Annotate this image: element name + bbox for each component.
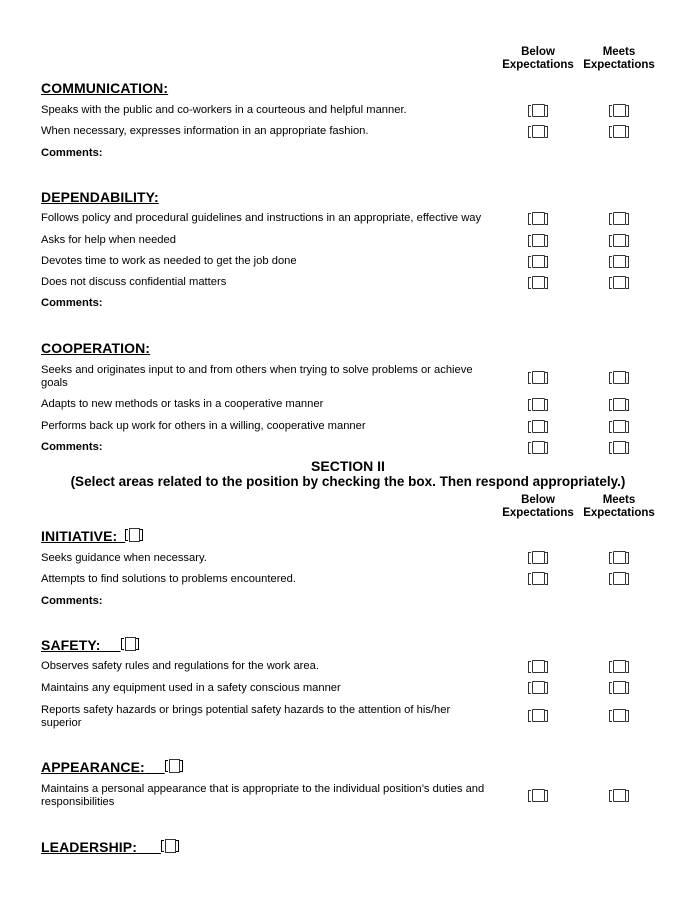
heading-safety xyxy=(41,637,139,653)
checkbox-below-expectations[interactable] xyxy=(528,276,548,290)
checkbox-meets-expectations[interactable] xyxy=(609,441,629,455)
comments-label: Comments: xyxy=(41,147,103,159)
column-header-meets-expectations xyxy=(580,46,658,72)
select-area-checkbox-leadership[interactable] xyxy=(161,839,179,853)
select-area-checkbox-initiative[interactable] xyxy=(125,528,143,542)
heading-label: APPEARANCE: xyxy=(41,759,145,775)
checkbox-below-expectations[interactable] xyxy=(528,789,548,803)
checkbox-meets-expectations[interactable] xyxy=(609,276,629,290)
section-instructions: (Select areas related to the position by checking the box. Then respond appropriately.) xyxy=(70,474,626,489)
checkbox-meets-expectations[interactable] xyxy=(609,420,629,434)
column-header-label: Expectations xyxy=(502,507,574,519)
criterion-item: Maintains a personal appearance that is appropriate to the individual position’s duties and responsibilities xyxy=(41,783,485,808)
checkbox-below-expectations[interactable] xyxy=(528,212,548,226)
checkbox-below-expectations[interactable] xyxy=(528,420,548,434)
heading-leadership xyxy=(41,839,179,855)
heading-initiative xyxy=(41,528,143,544)
checkbox-meets-expectations[interactable] xyxy=(609,551,629,565)
checkbox-below-expectations[interactable] xyxy=(528,125,548,139)
criterion-item: Reports safety hazards or brings potential safety hazards to the attention of his/her superior xyxy=(41,704,451,729)
checkbox-below-expectations[interactable] xyxy=(528,441,548,455)
checkbox-below-expectations[interactable] xyxy=(528,709,548,723)
checkbox-meets-expectations[interactable] xyxy=(609,125,629,139)
criterion-item: When necessary, expresses information in an appropriate fashion. xyxy=(41,125,369,137)
heading-label: INITIATIVE: xyxy=(41,528,118,544)
criterion-item: Performs back up work for others in a willing, cooperative manner xyxy=(41,420,366,432)
criterion-item: Maintains any equipment used in a safety conscious manner xyxy=(41,682,341,694)
comments-label: Comments: xyxy=(41,595,103,607)
comments-label: Comments: xyxy=(41,297,103,309)
checkbox-below-expectations[interactable] xyxy=(528,255,548,269)
checkbox-below-expectations[interactable] xyxy=(528,234,548,248)
checkbox-below-expectations[interactable] xyxy=(528,572,548,586)
checkbox-meets-expectations[interactable] xyxy=(609,709,629,723)
checkbox-below-expectations[interactable] xyxy=(528,681,548,695)
criterion-item: Seeks guidance when necessary. xyxy=(41,552,207,564)
checkbox-meets-expectations[interactable] xyxy=(609,212,629,226)
column-header-meets-expectations xyxy=(580,494,658,520)
select-area-checkbox-appearance[interactable] xyxy=(165,759,183,773)
checkbox-below-expectations[interactable] xyxy=(528,371,548,385)
column-header-below-expectations xyxy=(500,494,576,520)
column-header-label: Expectations xyxy=(502,59,574,71)
criterion-item: Adapts to new methods or tasks in a cooperative manner xyxy=(41,398,324,410)
checkbox-meets-expectations[interactable] xyxy=(609,660,629,674)
criterion-item: Devotes time to work as needed to get the job done xyxy=(41,255,297,267)
checkbox-meets-expectations[interactable] xyxy=(609,398,629,412)
checkbox-meets-expectations[interactable] xyxy=(609,255,629,269)
heading-communication: COMMUNICATION: xyxy=(41,80,169,96)
checkbox-meets-expectations[interactable] xyxy=(609,104,629,118)
section-title: SECTION II xyxy=(311,458,385,474)
column-header-below-expectations xyxy=(500,46,576,72)
checkbox-below-expectations[interactable] xyxy=(528,104,548,118)
column-header-label: Below xyxy=(521,46,555,58)
criterion-item: Seeks and originates input to and from others when trying to solve problems or achieve goals xyxy=(41,364,473,389)
comments-label: Comments: xyxy=(41,441,103,453)
criterion-item: Asks for help when needed xyxy=(41,234,176,246)
checkbox-below-expectations[interactable] xyxy=(528,660,548,674)
column-header-label: Meets xyxy=(602,494,636,506)
heading-cooperation: COOPERATION: xyxy=(41,340,151,356)
checkbox-below-expectations[interactable] xyxy=(528,398,548,412)
heading-label: LEADERSHIP: xyxy=(41,839,137,855)
heading-dependability: DEPENDABILITY: xyxy=(41,189,159,205)
column-header-label: Expectations xyxy=(583,507,655,519)
column-header-label: Meets xyxy=(602,46,636,58)
heading-appearance xyxy=(41,759,183,775)
checkbox-meets-expectations[interactable] xyxy=(609,572,629,586)
criterion-item: Speaks with the public and co-workers in a courteous and helpful manner. xyxy=(41,104,407,116)
select-area-checkbox-safety[interactable] xyxy=(121,637,139,651)
checkbox-meets-expectations[interactable] xyxy=(609,234,629,248)
column-header-label: Below xyxy=(521,494,555,506)
checkbox-meets-expectations[interactable] xyxy=(609,371,629,385)
heading-label: SAFETY: xyxy=(41,637,101,653)
criterion-item: Attempts to find solutions to problems encountered. xyxy=(41,573,296,585)
checkbox-meets-expectations[interactable] xyxy=(609,789,629,803)
criterion-item: Follows policy and procedural guidelines and instructions in an appropriate, effective way xyxy=(41,212,482,224)
criterion-item: Does not discuss confidential matters xyxy=(41,276,227,288)
checkbox-below-expectations[interactable] xyxy=(528,551,548,565)
criterion-item: Observes safety rules and regulations for the work area. xyxy=(41,660,319,672)
checkbox-meets-expectations[interactable] xyxy=(609,681,629,695)
column-header-label: Expectations xyxy=(583,59,655,71)
